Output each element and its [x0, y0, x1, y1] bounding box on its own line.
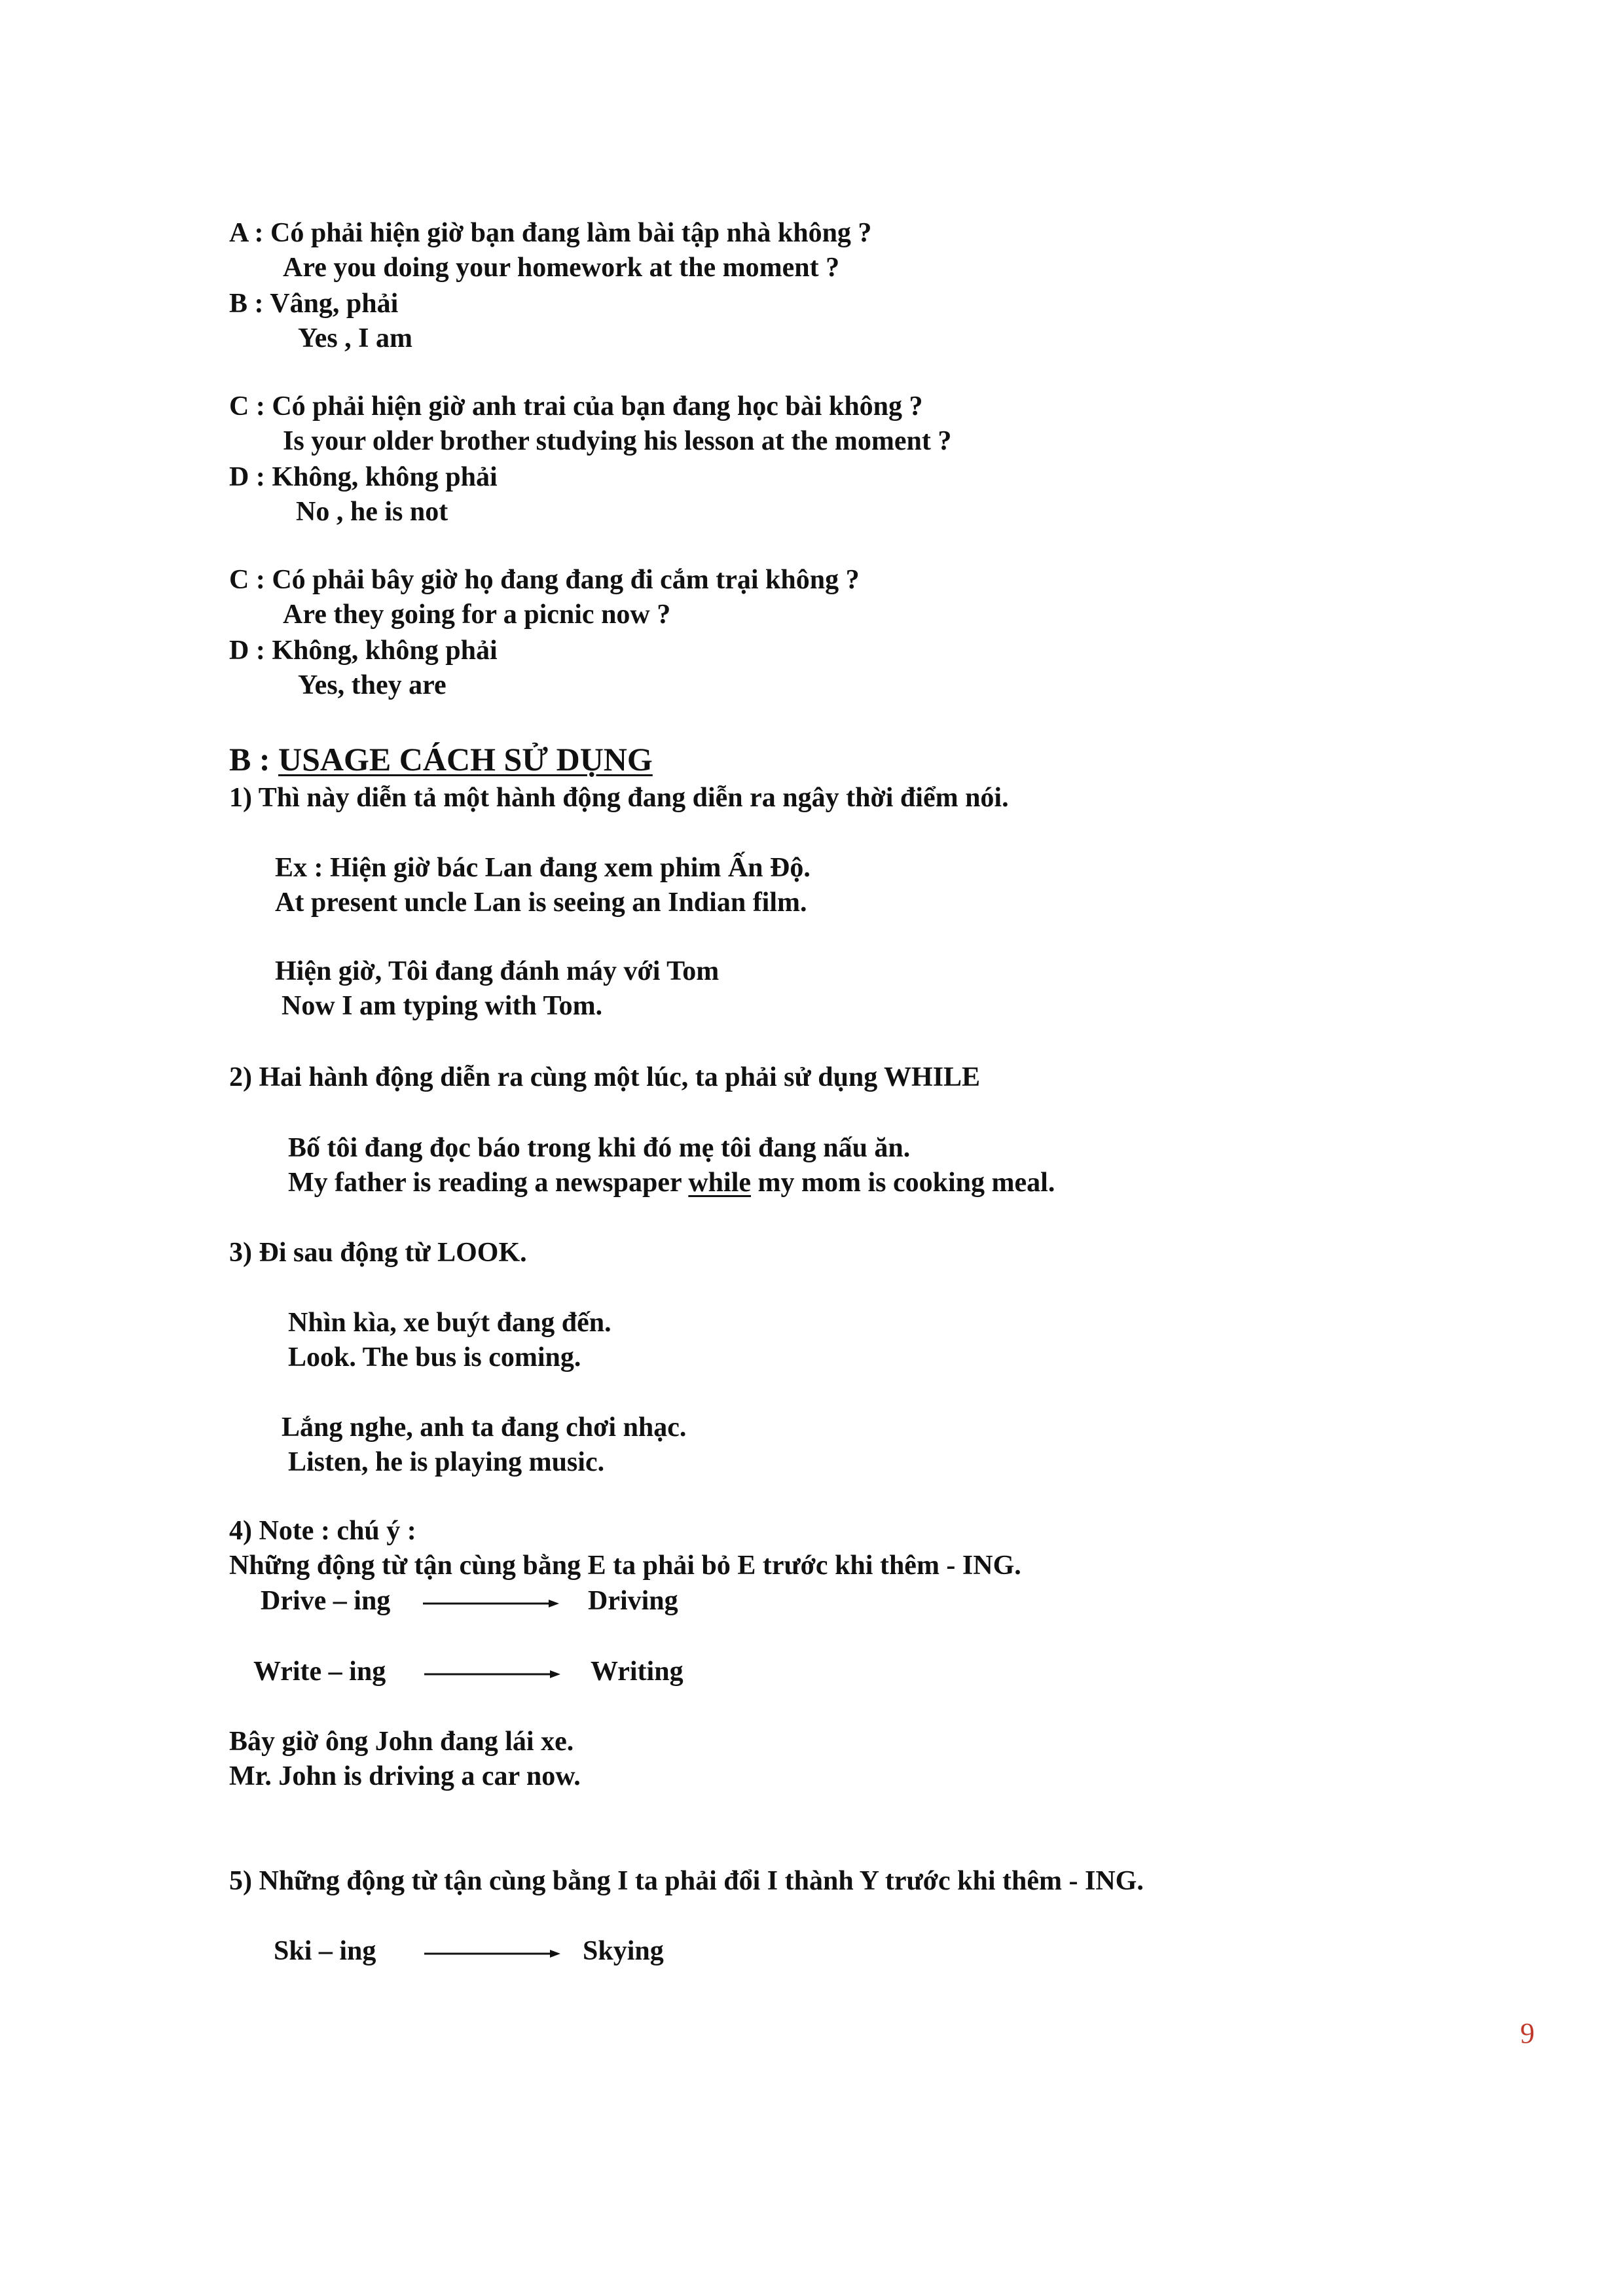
rule5-title: 5) Những động từ tận cùng bằng I ta phải đổi I thành Y trước khi thêm - ING.: [229, 1866, 1144, 1896]
while-keyword: while: [688, 1168, 752, 1198]
rule4-transform2-to: Writing: [591, 1657, 684, 1687]
dialog3-c-question: C : Có phải bây giờ họ đang đang đi cắm trại không ?: [229, 565, 860, 595]
rule4-description: Những động từ tận cùng bằng E ta phải bỏ E trước khi thêm - ING.: [229, 1551, 1021, 1581]
section-title: USAGE CÁCH SỬ DỤNG: [278, 741, 653, 778]
dialog3-c-english: Are they going for a picnic now ?: [283, 600, 671, 630]
section-prefix: B :: [229, 741, 278, 778]
rule3-example2-en: Listen, he is playing music.: [288, 1447, 605, 1477]
rule2-example-en-part2: my mom is cooking meal.: [751, 1168, 1055, 1198]
dialog1-b-answer: B : Vâng, phải: [229, 289, 399, 319]
rule3-title: 3) Đi sau động từ LOOK.: [229, 1238, 527, 1268]
rule4-example-en: Mr. John is driving a car now.: [229, 1761, 581, 1791]
rule2-example-en: [288, 1169, 1055, 1196]
rule1-example2-en: Now I am typing with Tom.: [282, 991, 603, 1021]
dialog2-c-english: Is your older brother studying his lesson at the moment ?: [283, 426, 952, 456]
rule3-example1-en: Look. The bus is coming.: [288, 1342, 581, 1372]
dialog2-c-question: C : Có phải hiện giờ anh trai của bạn đang học bài không ?: [229, 391, 923, 422]
rule3-example2-vi: Lắng nghe, anh ta đang chơi nhạc.: [282, 1412, 687, 1443]
rule1-example2-vi: Hiện giờ, Tôi đang đánh máy với Tom: [275, 956, 720, 986]
rule4-transform1-from: Drive – ing: [261, 1586, 391, 1616]
dialog3-d-english: Yes, they are: [298, 670, 447, 700]
rule2-example-en-part1: My father is reading a newspaper: [288, 1168, 689, 1198]
rule3-example1-vi: Nhìn kìa, xe buýt đang đến.: [288, 1308, 611, 1338]
arrow-right-icon: [424, 1947, 562, 1960]
rule1-title: 1) Thì này diễn tả một hành động đang diễn ra ngây thời điểm nói.: [229, 783, 1009, 813]
dialog1-b-english: Yes , I am: [298, 323, 412, 353]
dialog1-a-question: A : Có phải hiện giờ bạn đang làm bài tập nhà không ?: [229, 218, 872, 248]
rule1-example1-vi: Ex : Hiện giờ bác Lan đang xem phim Ấn Độ.: [275, 853, 811, 883]
rule2-example-vi: Bố tôi đang đọc báo trong khi đó mẹ tôi đang nấu ăn.: [288, 1133, 911, 1163]
rule4-title: 4) Note : chú ý :: [229, 1516, 416, 1546]
section-heading: [229, 743, 653, 776]
arrow-right-icon: [423, 1597, 560, 1610]
dialog2-d-english: No , he is not: [296, 497, 448, 527]
rule4-example-vi: Bây giờ ông John đang lái xe.: [229, 1727, 574, 1757]
arrow-right-icon: [424, 1668, 562, 1681]
rule4-transform2-from: Write – ing: [253, 1657, 386, 1687]
dialog3-d-answer: D : Không, không phải: [229, 636, 498, 666]
dialog1-a-english: Are you doing your homework at the moment ?: [283, 253, 840, 283]
rule2-title: 2) Hai hành động diễn ra cùng một lúc, ta phải sử dụng WHILE: [229, 1062, 981, 1092]
page-number: 9: [1520, 2017, 1535, 2049]
rule1-example1-en: At present uncle Lan is seeing an Indian film.: [275, 888, 807, 918]
rule5-transform1-from: Ski – ing: [274, 1936, 376, 1966]
rule5-transform1-to: Skying: [583, 1936, 664, 1966]
rule4-transform1-to: Driving: [588, 1586, 678, 1616]
dialog2-d-answer: D : Không, không phải: [229, 462, 498, 492]
